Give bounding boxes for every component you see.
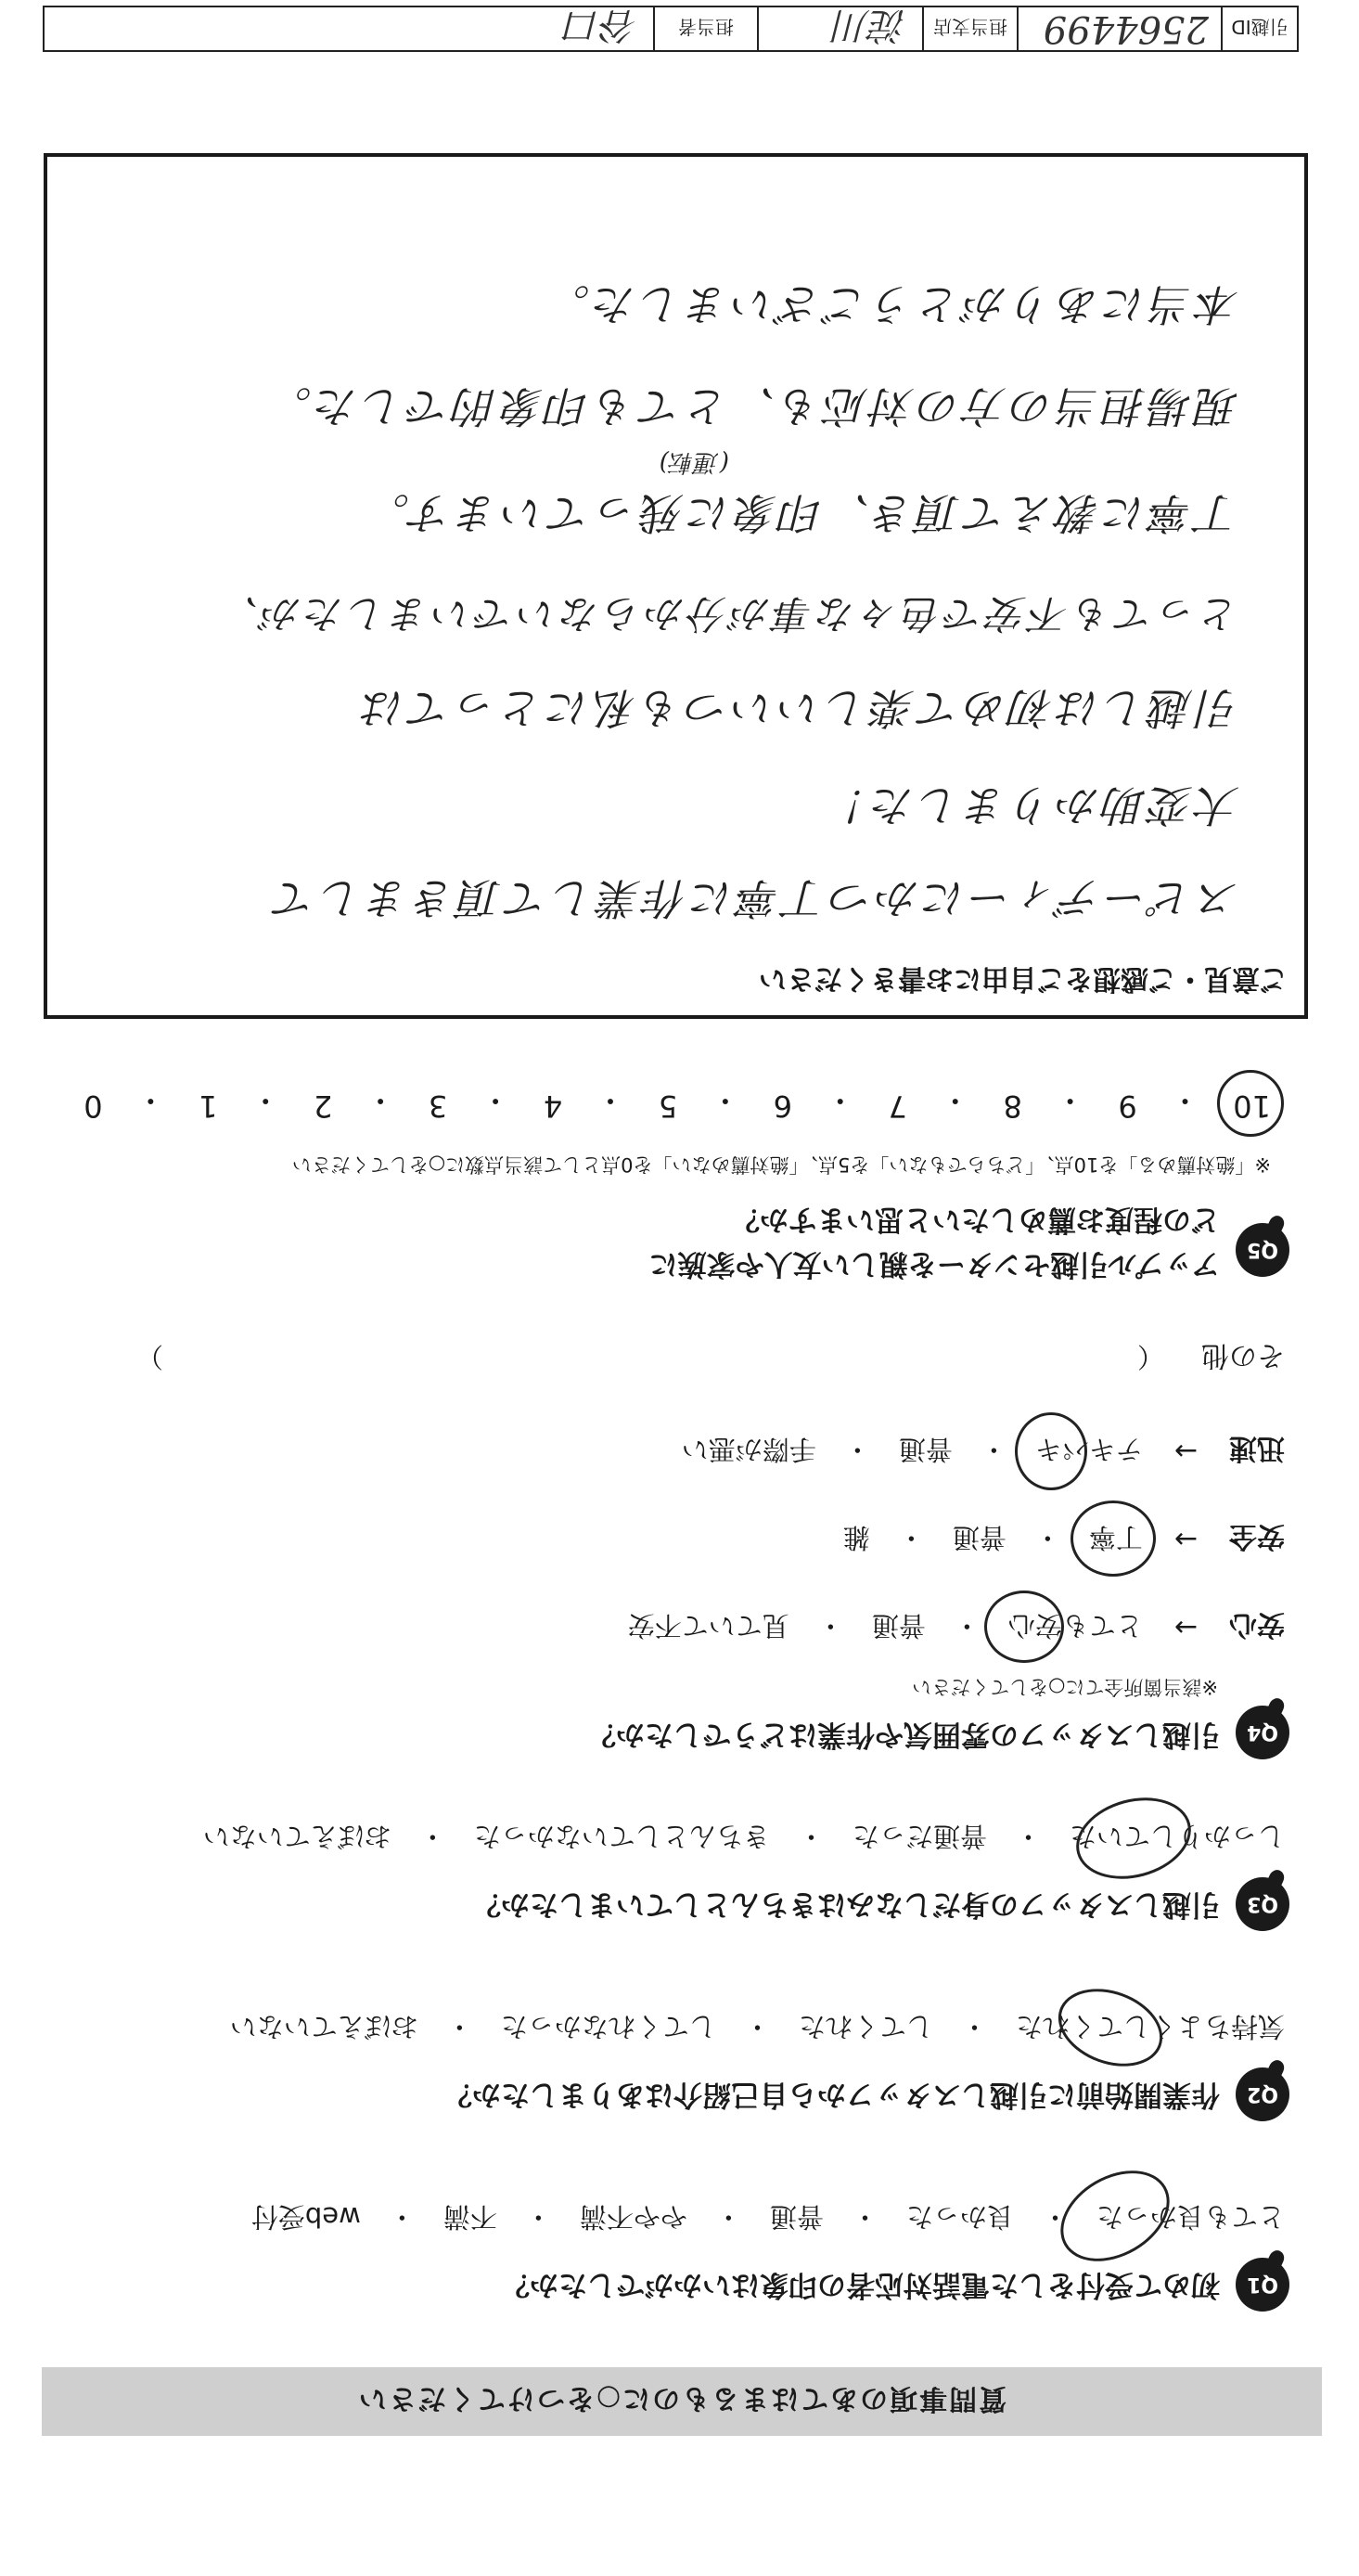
comment-title: ご意見・ご感想をご自由にお書きください — [759, 962, 1288, 995]
q5-score-8[interactable]: 8 — [1003, 1088, 1022, 1124]
instructions-banner: 質問事項のあてはまるものに○をつけてください — [42, 2367, 1322, 2436]
q4-row-label: 安全 — [1229, 1520, 1285, 1552]
q5-score-scale: 10 ・ 9 ・ 8 ・ 7 ・ 6 ・ 5 ・ 4 ・ 3 ・ 2 ・ 1 ・ 0 — [83, 1081, 1271, 1124]
q4-other-close-paren: ） — [135, 1341, 163, 1373]
comment-annotation: (運転) — [658, 448, 729, 476]
q4-option-very-reassuring[interactable]: とても安心 — [1008, 1609, 1143, 1647]
q4-option-normal[interactable]: 普通 — [871, 1610, 926, 1642]
comment-box[interactable] — [44, 153, 1308, 1019]
q5-score-1[interactable]: 1 — [199, 1088, 218, 1124]
q5-score-10[interactable]: 10 — [1233, 1081, 1271, 1124]
q3-option-not-tidy[interactable]: きちんとしていなかった — [473, 1821, 770, 1852]
q1-badge: Q1 — [1236, 2258, 1289, 2312]
q5-score-5[interactable]: 5 — [658, 1088, 678, 1124]
q2-option-did[interactable]: してくれた — [798, 2011, 933, 2042]
q5-score-6[interactable]: 6 — [773, 1088, 793, 1124]
q5-score-7[interactable]: 7 — [888, 1088, 907, 1124]
q4-safety-selected-circle — [1071, 1501, 1156, 1578]
comment-line-2: 大変助かりました！ — [822, 780, 1239, 831]
q2-option-dont-remember[interactable]: おぼえていない — [229, 2011, 418, 2042]
q4-option-clumsy[interactable]: 手際が悪い — [681, 1434, 816, 1466]
q4-other-label: その他 — [1201, 1339, 1285, 1372]
comment-line-3: 引越しは初めて楽しいいつも私にとっては — [358, 683, 1239, 733]
comment-line-4: とっても不安で色々な事が分からないでいましたが、 — [215, 591, 1239, 637]
q1-option-very-good[interactable]: とても良かった — [1096, 2199, 1285, 2237]
q3-text: 引越しスタッフの身だしなみはきちんとしていましたか？ — [472, 1887, 1220, 1921]
q4-reassurance-selected-circle — [984, 1591, 1064, 1664]
q4-speed-selected-circle — [1015, 1413, 1087, 1491]
q4-option-normal[interactable]: 普通 — [898, 1434, 953, 1466]
q5-selected-circle — [1217, 1070, 1284, 1137]
q2-selected-circle — [1047, 1976, 1173, 2080]
q3-option-well-groomed[interactable]: しっかりしていた — [1070, 1819, 1285, 1857]
q4-option-brisk[interactable]: テキパキ — [1035, 1433, 1143, 1471]
q2-text: 作業開始前に引越しスタッフから自己紹介はありましたか？ — [443, 2078, 1220, 2111]
q4-option-rough[interactable]: 雑 — [842, 1522, 870, 1554]
q4-text: 引越しスタッフの雰囲気や作業はどうでしたか？ — [587, 1718, 1220, 1751]
q4-row-safety: 安全 → 丁寧 ・ 普通 ・ 雑 — [843, 1519, 1285, 1560]
id-value: 2564499 — [1043, 7, 1209, 50]
q4-option-anxious[interactable]: 見ていて不安 — [627, 1610, 789, 1642]
q1-selected-circle — [1045, 2152, 1186, 2279]
q4-option-normal[interactable]: 普通 — [952, 1522, 1006, 1554]
header-bar — [43, 6, 1299, 52]
q5-score-2[interactable]: 2 — [314, 1088, 333, 1124]
q4-other-open-paren: （ — [1136, 1341, 1164, 1373]
q5-text-line1: アップル引越センターを親しい友人や家族に — [648, 1247, 1220, 1281]
comment-line-5: 丁寧に教えて頂き、印象に残っています。 — [363, 488, 1239, 538]
q1-options: とても良かった ・ 良かった ・ 普通 ・ やや不満 ・ 不満 ・ web受付 — [251, 2199, 1285, 2237]
assignee-label: 担当者 — [653, 7, 759, 50]
q4-row-reassurance: 安心 → とても安心 ・ 普通 ・ 見ていて不安 — [628, 1607, 1285, 1648]
q3-badge: Q3 — [1236, 1877, 1289, 1931]
q1-option-dissatisfied[interactable]: 不満 — [442, 2201, 497, 2233]
comment-line-6: 現場担当の方の対応も、とても印象的でした。 — [265, 381, 1239, 431]
branch-value: 淀川 — [833, 4, 907, 47]
q2-options: 気持ちよくしてくれた ・ してくれた ・ してくれなかった ・ おぼえていない — [230, 2009, 1285, 2047]
id-label: 引越ID — [1221, 7, 1297, 50]
comment-line-7: 本当にありがとうございました。 — [544, 279, 1239, 329]
q3-option-normal[interactable]: 普通だった — [852, 1821, 987, 1852]
q1-option-somewhat-dissatisfied[interactable]: やや不満 — [579, 2201, 687, 2233]
q2-badge: Q2 — [1236, 2067, 1289, 2121]
q5-badge: Q5 — [1236, 1223, 1289, 1277]
q4-option-careful[interactable]: 丁寧 — [1089, 1521, 1143, 1559]
q5-score-3[interactable]: 3 — [428, 1088, 448, 1124]
q1-text: 初めて受付をした電話対応者の印象はいかがでしたか？ — [501, 2268, 1220, 2301]
q4-badge: Q4 — [1236, 1706, 1289, 1759]
q5-score-0[interactable]: 0 — [83, 1088, 103, 1124]
q3-selected-circle — [1067, 1785, 1199, 1891]
q1-option-normal[interactable]: 普通 — [769, 2201, 824, 2233]
comment-line-1: スピーディーにかつ丁寧に作業して頂きまして — [270, 873, 1239, 923]
q2-option-pleasantly[interactable]: 気持ちよくしてくれた — [1016, 2009, 1285, 2047]
q2-option-did-not[interactable]: してくれなかった — [500, 2011, 716, 2042]
q4-note: ※該当箇所全てに○をしてください — [912, 1676, 1218, 1698]
assignee-value: 谷口 — [564, 4, 638, 47]
q5-score-4[interactable]: 4 — [543, 1088, 563, 1124]
q4-row-speed: 迅速 → テキパキ ・ 普通 ・ 手際が悪い — [682, 1431, 1285, 1472]
q5-text-line2: どの程度お薦めしたいと思いますか？ — [731, 1203, 1220, 1236]
q4-other-row — [70, 1338, 1285, 1379]
q1-option-web[interactable]: web受付 — [250, 2201, 361, 2233]
q3-options: しっかりしていた ・ 普通だった ・ きちんとしていなかった ・ おぼえていない — [203, 1819, 1285, 1857]
q3-option-dont-remember[interactable]: おぼえていない — [202, 1821, 391, 1852]
q4-row-label: 安心 — [1229, 1608, 1285, 1641]
branch-label: 担当支店 — [922, 7, 1019, 50]
q5-note: ※「絶対薦める」を10点、「どちらでもない」を5点、「絶対薦めない」を0点として該当点数に○をしてください — [291, 1153, 1271, 1176]
q1-option-good[interactable]: 良かった — [905, 2201, 1014, 2233]
q4-row-label: 迅速 — [1229, 1432, 1285, 1464]
q5-score-9[interactable]: 9 — [1118, 1088, 1137, 1124]
